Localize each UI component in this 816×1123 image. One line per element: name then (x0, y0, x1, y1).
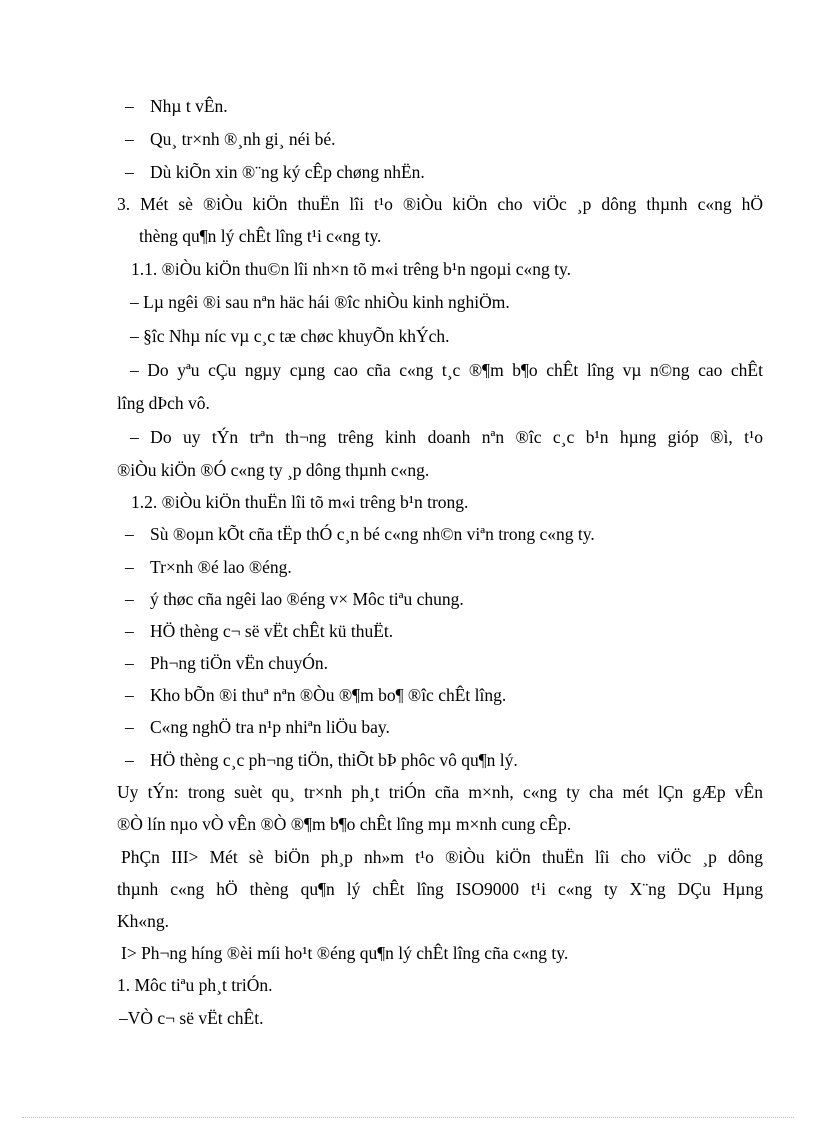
line-text: ý thøc cña ngêi lao ®éng v× Môc tiªu chung. (150, 589, 464, 609)
list-item (125, 620, 393, 642)
text-line: – Do uy tÝn trªn th¬ng trêng kinh doanh nªn ®îc c¸c b¹n hµng gióp ®ì, t¹o (130, 427, 763, 447)
bullet-dash: – (125, 750, 134, 770)
text-line: lîng dÞch vô. (117, 393, 210, 413)
bullet-dash: – (125, 524, 134, 544)
bullet-dash: – (125, 621, 134, 641)
part-heading-III: PhÇn III> Mét sè biÖn ph¸p nh»m t¹o ®iÒu kiÖn thuËn lîi cho viÖc ¸p dông (121, 847, 763, 867)
text-line: Uy tÝn: trong suèt qu¸ tr×nh ph¸t triÓn cña m×nh, c«ng ty cha mét lÇn gÆp vÊn (117, 782, 763, 802)
line-text: Nhµ t vÊn. (150, 96, 228, 116)
list-item (125, 716, 390, 738)
list-item (125, 652, 328, 674)
bullet-dash: – (125, 129, 134, 149)
text-line: – Do yªu cÇu ngµy cµng cao cña c«ng t¸c ®¶m b¶o chÊt lîng vµ n©ng cao chÊt (130, 360, 763, 380)
list-item (125, 95, 228, 117)
line-text: C«ng nghÖ tra n¹p nhiªn liÖu bay. (150, 717, 390, 737)
text-line: Kh«ng. (117, 911, 170, 931)
list-item (125, 523, 595, 545)
page-bottom-divider (22, 1117, 794, 1118)
list-item (125, 588, 464, 610)
bullet-dash: – (125, 589, 134, 609)
text-line: thèng qu¶n lý chÊt lîng t¹i c«ng ty. (139, 226, 382, 246)
line-text: Tr×nh ®é lao ®éng. (150, 557, 292, 577)
heading-I: I> Ph¬ng híng ®èi míi ho¹t ®éng qu¶n lý chÊt lîng cña c«ng ty. (121, 943, 569, 963)
list-item (125, 749, 518, 771)
list-item (125, 161, 425, 183)
text-line: – Lµ ngêi ®i sau nªn häc hái ®îc nhiÒu kinh nghiÖm. (130, 292, 510, 312)
subsection-heading-1-2: 1.2. ®iÒu kiÖn thuËn lîi tõ m«i trêng b¹n trong. (131, 492, 469, 512)
text-line: thµnh c«ng hÖ thèng qu¶n lý chÊt lîng ISO9000 t¹i c«ng ty X¨ng DÇu Hµng (117, 879, 763, 899)
text-line: –VÒ c¬ së vËt chÊt. (119, 1008, 264, 1028)
heading-1: 1. Môc tiªu ph¸t triÓn. (117, 975, 273, 995)
list-item (125, 684, 506, 706)
list-item (125, 556, 292, 578)
line-text: Sù ®oµn kÕt cña tËp thÓ c¸n bé c«ng nh©n viªn trong c«ng ty. (150, 524, 595, 544)
line-text: Dù kiÕn xin ®¨ng ký cÊp chøng nhËn. (150, 162, 425, 182)
bullet-dash: – (125, 162, 134, 182)
bullet-dash: – (125, 653, 134, 673)
bullet-dash: – (125, 685, 134, 705)
bullet-dash: – (125, 96, 134, 116)
line-text: Ph¬ng tiÖn vËn chuyÓn. (150, 653, 329, 673)
text-line: – §îc Nhµ níc vµ c¸c tæ chøc khuyÕn khÝch. (130, 326, 450, 346)
bullet-dash: – (125, 717, 134, 737)
line-text: HÖ thèng c¬ së vËt chÊt kü thuËt. (150, 621, 394, 641)
text-line: ®Ò lín nµo vÒ vÊn ®Ò ®¶m b¶o chÊt lîng mµ m×nh cung cÊp. (117, 814, 572, 834)
subsection-heading-1-1: 1.1. ®iÒu kiÖn thu©n lîi nh×n tõ m«i trêng b¹n ngoµi c«ng ty. (131, 259, 572, 279)
text-line: ®iÒu kiÖn ®Ó c«ng ty ¸p dông thµnh c«ng. (117, 460, 430, 480)
line-text: Qu¸ tr×nh ®¸nh gi¸ néi bé. (150, 129, 336, 149)
line-text: HÖ thèng c¸c ph¬ng tiÖn, thiÕt bÞ phôc vô qu¶n lý. (150, 750, 518, 770)
list-item (125, 128, 336, 150)
line-text: Kho bÕn ®i thuª nªn ®Òu ®¶m bo¶ ®îc chÊt lîng. (150, 685, 507, 705)
bullet-dash: – (125, 557, 134, 577)
section-heading-3: 3. Mét sè ®iÒu kiÖn thuËn lîi t¹o ®iÒu kiÖn cho viÖc ¸p dông thµnh c«ng hÖ (117, 194, 763, 214)
